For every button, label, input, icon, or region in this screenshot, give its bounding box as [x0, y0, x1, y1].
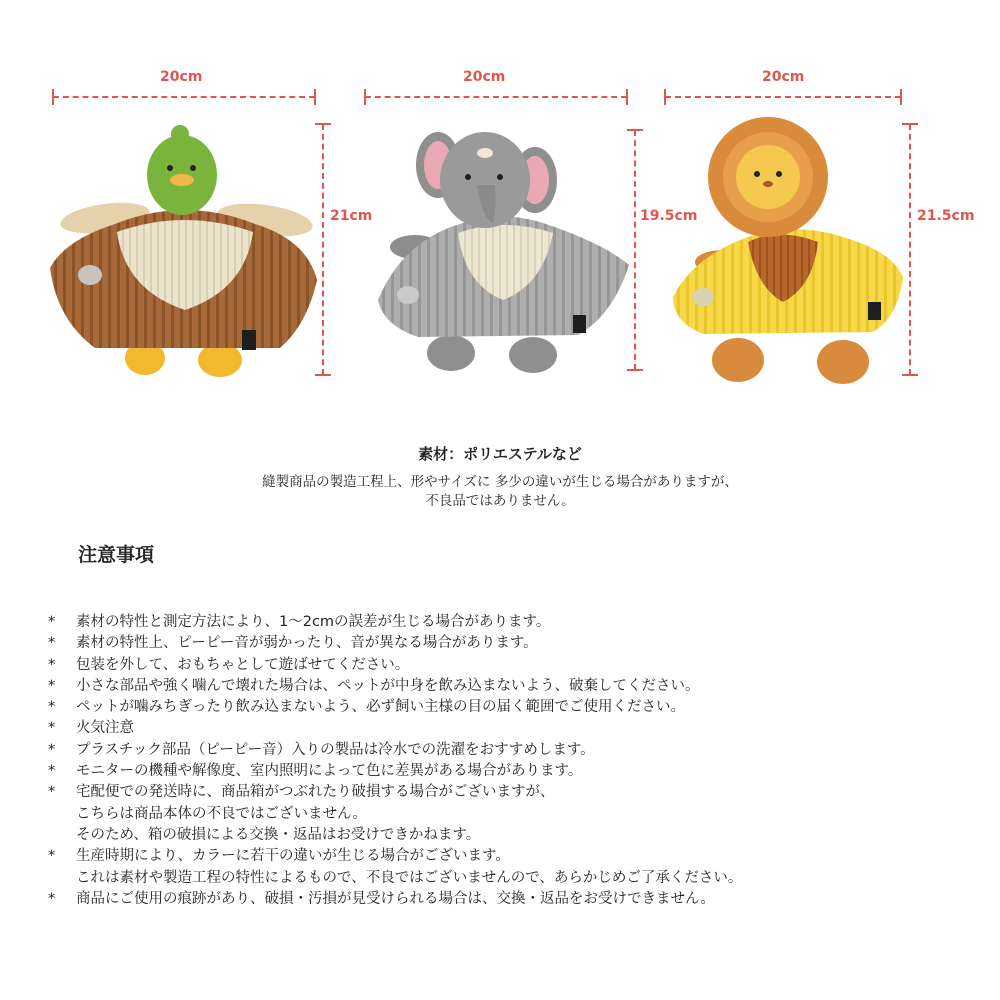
caution-text: 火気注意 — [76, 720, 134, 737]
caution-item — [48, 697, 948, 718]
caution-item — [48, 718, 948, 739]
caution-text: そのため、箱の破損による交換・返品はお受けできかねます。 — [76, 826, 481, 843]
elephant-width-line — [365, 96, 627, 98]
material-text: 素材：ポリエステルなど — [418, 445, 582, 463]
caution-item — [48, 633, 948, 654]
caution-text: こちらは商品本体の不良ではございません。 — [76, 805, 367, 822]
bullet-asterisk: * — [48, 720, 56, 737]
lion-width-label: 20cm — [762, 69, 805, 85]
bullet-asterisk: * — [48, 784, 56, 801]
caution-item — [48, 761, 948, 782]
duck-toy-image — [45, 120, 320, 385]
caution-item — [48, 676, 948, 697]
caution-item — [48, 655, 948, 676]
disclaimer-text — [0, 473, 1000, 511]
bullet-asterisk: * — [48, 848, 56, 865]
bullet-asterisk: * — [48, 741, 56, 758]
caution-item — [48, 612, 948, 633]
bullet-asterisk: * — [48, 699, 56, 716]
caution-text: これは素材や製造工程の特性によるもので、不良ではございませんので、あらかじめご了承ください。 — [76, 869, 743, 886]
caution-item — [48, 889, 948, 910]
bullet-asterisk: * — [48, 677, 56, 694]
caution-item — [48, 782, 948, 846]
caution-text: モニターの機種や解像度、室内照明によって色に差異がある場合があります。 — [76, 763, 583, 780]
caution-text: プラスチック部品（ピーピー音）入りの製品は冷水での洗濯をおすすめします。 — [76, 741, 595, 758]
duck-width-label: 20cm — [160, 69, 203, 85]
disclaimer-line-1: 縫製商品の製造工程上、形やサイズに 多少の違いが生じる場合がありますが、 — [262, 474, 738, 490]
caution-text: 小さな部品や強く噛んで壊れた場合は、ペットが中身を飲み込まないよう、破棄してください。 — [76, 677, 700, 694]
caution-text: 素材の特性と測定方法により、1〜2cmの誤差が生じる場合があります。 — [76, 614, 551, 630]
bullet-asterisk: * — [48, 635, 56, 652]
caution-text: 宅配便での発送時に、商品箱がつぶれたり破損する場合がございますが、 — [76, 784, 555, 801]
elephant-width-label: 20cm — [463, 69, 506, 85]
elephant-height-label: 19.5cm — [640, 208, 698, 224]
caution-text: 生産時期により、カラーに若干の違いが生じる場合がございます。 — [76, 848, 510, 865]
duck-height-label: 21cm — [330, 208, 373, 224]
caution-text: 商品にご使用の痕跡があり、破損・汚損が見受けられる場合は、交換・返品をお受けできません。 — [76, 890, 715, 907]
disclaimer-line-2: 不良品ではありません。 — [425, 493, 575, 509]
caution-text: 素材の特性上、ピーピー音が弱かったり、音が異なる場合があります。 — [76, 635, 538, 652]
caution-item — [48, 846, 948, 889]
bullet-asterisk: * — [48, 656, 56, 673]
lion-height-line — [909, 124, 911, 375]
caution-text: 包装を外して、おもちゃとして遊ばせてください。 — [76, 656, 410, 673]
duck-height-line — [322, 124, 324, 375]
caution-item — [48, 740, 948, 761]
bullet-asterisk: * — [48, 614, 56, 630]
cautions-list — [48, 612, 948, 910]
caution-text: ペットが噛みちぎったり飲み込まないよう、必ず飼い主様の目の届く範囲でご使用ください。 — [76, 699, 685, 716]
lion-width-line — [665, 96, 901, 98]
lion-toy-image — [668, 112, 908, 384]
duck-width-line — [53, 96, 315, 98]
lion-height-label: 21.5cm — [917, 208, 975, 224]
bullet-asterisk: * — [48, 890, 56, 907]
cautions-title: 注意事項 — [78, 544, 155, 566]
elephant-toy-image — [373, 125, 635, 380]
bullet-asterisk: * — [48, 763, 56, 780]
